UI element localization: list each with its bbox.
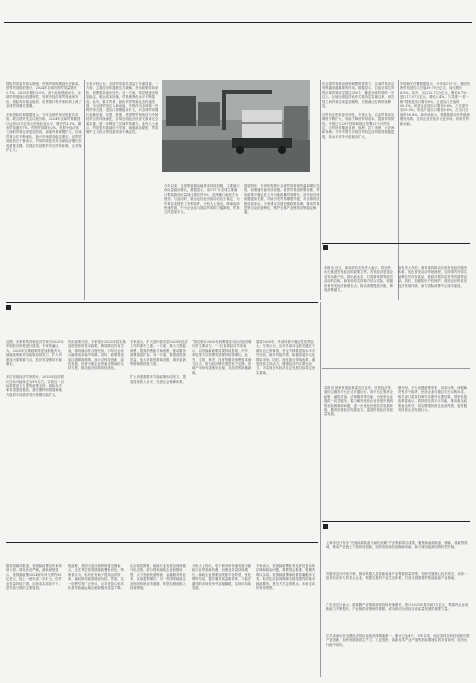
ministry-text-2: 该负责人介绍，商务部将推动完善首发经济服务体系，优化首发活动审批流程，支持国内外知名品牌在华首发新品，鼓励开展首店首秀首展等活动。同时，加强知识产权保护，营造良好的首发经济发展环境，助力国际消费中心城市建设。 — [398, 266, 468, 288]
lead-text-col3: 今年以来，全球集装箱运输需求持续回暖，主要港口吞吐量稳步增长。数据显示，前11个月全球主要港口集装箱吞吐量同比增长约5%，亚洲港口表现尤为强劲。与此同时，航运运价经历波动后趋于稳定，为贸易往来提供了有利条件。分析人士指出，跨境电商快速发展，中小企业参与国际贸易的门槛降低，贸易主体更加多元。 — [164, 184, 240, 215]
ministry-tag-icon — [323, 245, 328, 250]
bottom-text-5: 专家表示，美国邮政署私有化涉及复杂的法律和政治问题，需要国会批准，短期内难以实现。美国邮政署承担着普遍服务义务，私有化后如何保障全国范围内的基本邮政服务，是各方关注的焦点。未来走向仍有待观察。 — [256, 564, 316, 591]
column-text-4: “我们预计2025年消费将成为拉动经济增长的主要动力。”一位首席经济学家表示，以旧换新政策效果持续显现，汽车、家电等大宗消费有望保持较快增长。此外，文旅、养老、托育等服务消费需求潜力巨大，将为经济增长提供有力支撑。房地产市场有望逐步企稳，对经济的拖累减弱。 — [192, 340, 252, 375]
lead-text-col2: 专家分析认为，全球贸易复苏得益于多重因素。一方面，主要经济体通胀压力缓解，货币政策转向宽松，消费需求逐步回升；另一方面，供应链逐步恢复稳定，航运成本回落，贸易便利化水平不断提高。此外，数字贸易、绿色贸易等新业态快速发展，为全球贸易注入新动能。中国作为全球第一货物贸易大国，进出口规模稳步扩大，对全球贸易增长贡献显著。东盟、欧盟、美国等贸易伙伴与中国经贸合作持续深化，区域全面经济伙伴关系协定全面实施，进一步释放了区域贸易潜力。业内人士表示，贸易复苏基础仍不牢固，地缘政治紧张、贸易保护主义抬头等因素带来不确定性。 — [86, 82, 159, 135]
masthead-rule — [4, 22, 472, 23]
lead-text-col1: 国际贸易复苏势头增强，货物贸易规模创历史新高。世界贸易组织预计，2024年全球货物贸易量增长2.7%，2025年增长3.0%，高于此前预测水平。全球贸易展现出较强韧性，发展中经济体贸易表现突出。国际货币基金组织、世界银行等多家机构上调了全球贸易增长预期。 多家国际机构数据显示，今年全球贸易呈现复苏态势。联合国贸发会议报告称，2024年全球贸易额预计达到33万亿美元的创纪录水平，增长约3.3%。服务贸易增长7%，货物贸易增长2%。发展中经济体之间的贸易往来更加密切，南南贸易规模扩大，区域贸易合作不断深化，新兴市场需求稳定增长。世界贸易组织总干事表示，贸易持续复苏对全球经济增长形成重要支撑，各国应共同维护多边贸易体制，反对保护主义。 — [6, 82, 82, 153]
column-text-2: 货币政策方面，专家预计2025年将实施适度宽松的货币政策，降准降息仍有空间，保持流动性合理充裕，引导社会综合融资成本稳中有降。同时，政策将更加注重精准施策，加大对科技创新、绿色发展、民营小微企业等重点领域的支持力度，推动经济结构持续优化。 — [68, 340, 126, 371]
lead-text-col4: 展望明年，多家机构预计全球贸易将保持温和增长态势，但增速可能有所放缓。世界贸易组织警告称，贸易政策不确定性上升可能拖累贸易增长。部分经济体酝酿提高关税，可能引发贸易摩擦升级，对全球供应链造成冲击。专家建议各国加强政策协调，推动贸易投资自由化便利化，维护全球产业链供应链稳定畅通。 — [244, 184, 320, 215]
industry-text-3: 广东省近日表示，群威腾产业集群营收持续快速增长，预计2025年将突破1万亿元，集群内企业创新能力不断提升，产业链供应链韧性增强，成为推动全省经济高质量发展的重要力量。 — [326, 603, 469, 612]
lead-text-col5: 在全球贸易格局深刻调整的背景下，区域贸易协定发挥越来越重要的作用。数据显示，目前全球生效的区域贸易协定超过350个，覆盖全球贸易的一半以上。区域全面经济伙伴关系协定实施以来，成员国之间贸易往来更加便利，关税减让红利持续释放。 自贸协定带来更多韧性。专家认为，自由贸易协定网络不断扩大，有助于降低贸易成本，提高贸易韧性。中国已与29个国家和地区签署22个自贸协定，自贸伙伴覆盖亚洲、欧洲、拉丁美洲、大洋洲和非洲。今年中国与多国自贸协定谈判取得积极进展，高水平对外开放稳步扩大。 — [322, 82, 395, 139]
ministry-text-1: 本报讯 近日，商务部有关负责人表示，将加快出台推进首发经济的政策文件。首发经济是指企业发布新产品、推出新业态、打造新场景等经济活动的总称。商务部将支持地方结合实际，积极培育首发经济新增长点，推动消费提质升级，释放消费潜力。 — [324, 266, 394, 293]
industry-text-4: 江苏省南京市近期经济指标连续获得增速第一，累计已达4个。今年以来，南京坚持以科技创新引领产业创新，加快发展新质生产力，工业投资、高新技术产业产值等指标增速位居全省前列，经济运行稳中向好。 — [326, 634, 470, 647]
ministry-text-4: 据介绍，平台设置政策发布、诉求反映、问题解决等多个板块，民营企业可通过平台反映诉求，相关部门将及时研究办理并反馈结果。国家发展改革委表示，将持续完善平台功能，推动惠企政策直达快享，切实增强民营企业获得感，更好服务民营企业发展壮大。 — [398, 386, 468, 413]
column-text-1: 近期，多家机构首席经济学家对2025年中国经济形势进行展望。专家普遍认为，2025年宏观政策将更加积极有为，财政政策和货币政策协同发力，扩大内需成为重要着力点，经济有望保持平稳增长。 多位首席经济学家预计，2025年经济增长目标可能设定为5%左右。实现这一目标需要更大力度的政策支持，财政赤字率有望适度提高，超长期特别国债和地方政府专项债券发行规模可能扩大。 — [6, 340, 64, 397]
industry-text-1: 上海市近日发布“光速能源装备与绿色低碳”产业集群项目成果，聚焦新能源装备、储能、氢能等领域，推动产业链上下游协同创新，加快培育绿色低碳新动能，助力城市能源结构转型升级。 — [326, 541, 468, 550]
lead-text-col6: 中国海关总署数据显示，今年前11个月，我国货物贸易进出口总值39.79万亿元，同比增长4.9%。其中，出口22.72万亿元，增长6.7%；进口17.07万亿元，增长2.4%。与共建"一带一路"国家进出口增长6%，占进出口总值的50.3%。民营企业进出口增长8.8%，占比提升至55.5%。机电产品出口增长8.4%，占出口总值的59.4%。商务部表示，将继续推动外贸稳规模优结构，支持企业开拓多元化市场，培育外贸新动能。 — [400, 82, 470, 126]
column-text-3: 专家表示，扩大国内需求是2025年经济工作的重中之重。一方面，要大力提振消费，提高消费能力和意愿，推动服务消费提质扩容；另一方面，要提高投资效益，加大对新型基础设施、城市更新等领域的投资力度。 扩大内需需要多方面政策协同发力，提高居民收入水平，完善社会保障体系。 — [130, 340, 188, 384]
bottom-text-4: 分析人士指出，电子商务的快速发展为邮政行业带来新机遇，包裹业务量持续增长。邮政企业需要加快数字化转型，优化网络布局，提升服务质量和效率，才能在激烈的市场竞争中站稳脚跟，实现可持续发展。 — [192, 564, 252, 591]
port-photo — [162, 80, 310, 172]
industry-tag-icon — [323, 524, 328, 529]
bottom-text-3: 从全球范围看，邮政行业发展呈现两极分化态势。部分国家邮政企业积极转型，大力发展快递物流、金融服务等业务，实现盈利增长；另一些国家邮政企业则因传统业务萎缩、转型迟缓而陷入经营困境。 — [130, 564, 186, 591]
ministry-text-3: 本报讯 国家发展改革委近日宣布，民营经济发展综合服务平台正式开通运行。该平台汇集涉企政策、融资对接、法律服务等功能，为民营企业提供一站式服务，着力解决民营企业发展中遇到的实际困难和问题，进一步优化民营经济发展环境，激发民营经济发展活力，促进民营经济高质量发展。 — [324, 386, 394, 417]
column-tag-icon — [6, 305, 11, 310]
bottom-text-1: 据美国媒体报道，美国邮政署近年来持续亏损，财务状况严峻。最新财报显示，美国邮政署2024财年净亏损约95亿美元，较上一财年进一步扩大。信件业务量持续下滑，运营成本居高不下，是导致亏损的主要原因。 — [6, 564, 62, 591]
bottom-text-2: 报道称，美国当选总统特朗普近期表示，正在考虑将美国邮政署私有化。特朗普认为，私有化有助于提高运营效率，减轻联邦政府财政负担。然而，这一设想引发广泛争议，反对者担心私有化将导致偏远地区邮政服务质量下降。 — [68, 564, 124, 591]
column-text-5: 展望2025年，外部环境不确定性依然较大。专家认为，应对外部冲击的关键在于做好自己的事情，坚定不移推进高水平对外开放，稳外贸稳外资，积极拓展多元化国际市场。同时，深化重点领域改革，激发经营主体活力，增强经济内生增长动力，为实现全年经济社会发展目标奠定坚实基础。 — [256, 340, 316, 375]
industry-text-2: 安徽省近日印发方案，推动机器人及智能装备产业集群质量转型，加快关键核心技术攻关，培育一批具有竞争力的龙头企业，构建完善的产业生态体系，打造全国重要的智能装备产业基地。 — [326, 572, 468, 581]
